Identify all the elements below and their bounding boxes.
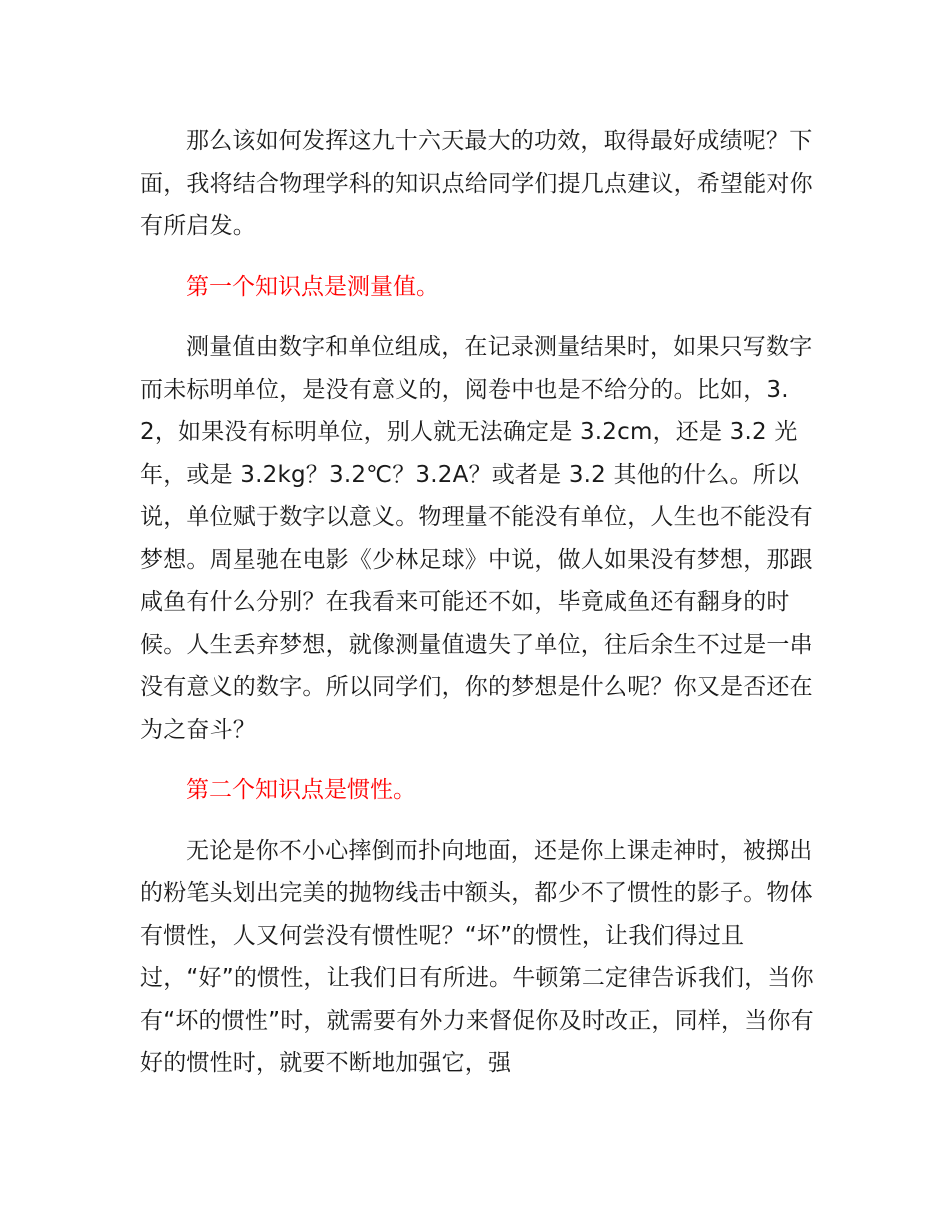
paragraph-inertia: 无论是你不小心摔倒而扑向地面，还是你上课走神时，被掷出的粉笔头划出完美的抛物线击中额头，都少不了惯性的影子。物体有惯性，人又何尝没有惯性呢？“坏”的惯性，让我们得过且过，“好”的惯性，让我们日有所进。牛顿第二定律告诉我们，当你有“坏的惯性”时，就需要有外力来督促你及时改正，同样，当你有好的惯性时，就要不断地加强它，强 [140,837,814,1076]
paragraph-measurement: 测量值由数字和单位组成，在记录测量结果时，如果只写数字而未标明单位，是没有意义的，阅卷中也是不给分的。比如，3.2，如果没有标明单位，别人就无法确定是 3.2cm，还是 3.2 光年，或是 3.2kg？3.2℃？3.2A？或者是 3.2 其他的什么。所以说，单位赋于数字以意义。物理量不能没有单位，人生也不能没有梦想。周星驰在电影《少林足球》中说，做人如果没有梦想，那跟咸鱼有什么分别？在我看来可能还不如，毕竟咸鱼还有翻身的时候。人生丢弃梦想，就像测量值遗失了单位，往后余生不过是一串没有意义的数字。所以同学们，你的梦想是什么呢？你又是否还在为之奋斗？ [140,334,813,743]
paragraph-intro: 那么该如何发挥这九十六天最大的功效，取得最好成绩呢？下面，我将结合物理学科的知识点给同学们提几点建议，希望能对你有所启发。 [140,128,813,239]
heading-inertia: 第二个知识点是惯性。 [186,777,416,803]
document-page [140,120,820,1085]
heading-measurement: 第一个知识点是测量值。 [186,273,439,300]
